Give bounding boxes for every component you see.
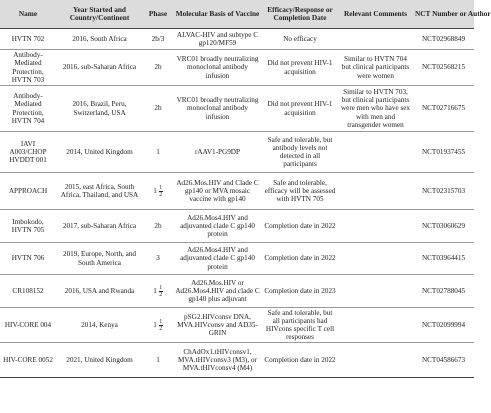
cell-nct: NCT02568215 [421,63,466,72]
cell-basis: Ad26.Mos4.HIV and adjuvanted clade C gp140 protein [180,246,255,271]
header-basis: Molecular Basis of Vaccine [173,0,262,29]
table-row [0,343,474,378]
cell-basis: VRC01 broadly neutralizing monoclonal antibody infusion [176,96,259,121]
cell-phase: 3 [156,254,160,263]
cell-comments [338,275,413,308]
cell-comments [338,308,413,343]
fraction-numerator: 1 [159,318,163,325]
cell-nct: NCT03060629 [421,221,466,230]
cell-year: 2017, sub-Saharan Africa [62,221,137,230]
cell-comments [338,343,413,378]
cell-name: HIV-CORE 004 [4,321,52,330]
cell-basis: rAAV1-PG9DP [195,147,240,156]
phase-fraction [159,185,163,198]
phase-whole: 1 [153,320,157,329]
cell-phase: 1 [156,147,160,156]
cell-name: CR108152 [12,286,44,295]
cell-efficacy: Completion date in 2022 [264,254,336,263]
cell-year: 2016, South Africa [72,34,127,43]
cell-phase [143,173,173,210]
phase-fraction [159,285,163,298]
cell-year: 2014, Kenya [81,321,118,330]
cell-year: 2016, USA and Rwanda [64,286,135,295]
table-row [0,210,474,243]
cell-name: Antibody-Mediated Protection, HVTN 703 [11,51,45,84]
fraction-numerator: 1 [159,284,163,291]
cell-comments [338,210,413,243]
fraction-denominator: 2 [159,325,163,332]
fraction-denominator: 2 [159,291,163,298]
cell-comments: Similar to HVTN 703, but clinical participants were men who have sex with men and transgender women [340,88,411,129]
table-row [0,50,474,86]
fraction-numerator: 1 [159,184,163,191]
cell-year: 2016, Brazil, Peru, Switzerland, USA [72,100,127,117]
cell-efficacy: Did not prevent HIV-1 acquisition [267,100,333,117]
cell-nct: NCT02099994 [421,321,466,330]
header-row [0,0,474,29]
cell-basis: ALVAC-HIV and subtype C gp120/MF59 [176,30,259,47]
phase-whole: 1 [153,286,157,295]
cell-nct: NCT02315703 [421,186,466,195]
table-row [0,243,474,275]
cell-year: 2021, United Kingdom [66,356,133,365]
cell-year: 2015, east Africa, South Africa, Thailand, and USA [60,182,139,199]
cell-name: APPROACH [8,186,48,195]
cell-name: IAVI A003/CHOP HVDDT 001 [9,139,47,165]
cell-nct: NCT02968849 [421,34,466,43]
cell-year: 2019, Europe, North, and South America [62,250,137,267]
cell-comments [338,29,413,50]
cell-name: HVTN 702 [11,34,45,43]
cell-nct: NCT02716675 [421,104,466,113]
cell-efficacy: Safe and tolerable, but all participants had HIVcons specific T cell responses [265,309,335,342]
cell-basis: ChAdOx1.tHIVconsv1, MVA.tHIVconsv3 (M3), or MVA.tHIVconsv4 (M4) [178,348,257,373]
cell-name: Antibody-Mediated Protection, HVTN 704 [11,92,45,125]
phase-fraction [159,319,163,332]
cell-name: HIV-CORE 0052 [3,356,53,365]
cell-nct: NCT02788045 [421,286,466,295]
cell-basis: pSG2.HIVconsv DNA, MVA.HIVconsv and AD35-GRIN [177,313,258,338]
cell-basis: Ad26.Mos.HIV and Clade C gp140 or MVA mosaic vaccine with gp140 [176,178,259,204]
table-row [0,132,474,173]
table-row [0,173,474,210]
cell-comments [338,243,413,275]
table-row [0,275,474,308]
cell-efficacy: No efficacy [283,34,317,43]
cell-comments: Similar to HVTN 704 but clinical participants were women [341,55,410,80]
header-nct: NCT Number or Author [413,0,474,29]
cell-basis: Ad26.Mos4.HIV and adjuvanted clade C gp140 protein [180,213,255,239]
cell-nct: NCT01937455 [421,147,466,156]
cell-phase: 2b [154,104,162,113]
cell-comments [338,173,413,210]
cell-name: Imbokodo, HVTN 705 [11,217,45,234]
cell-efficacy: Completion date in 2022 [264,221,336,230]
cell-efficacy: Completion date in 2022 [264,356,336,365]
cell-efficacy: Completion date in 2023 [264,286,336,295]
cell-phase: 2b [154,221,162,230]
table-row [0,308,474,343]
fraction-denominator: 2 [159,191,163,198]
cell-efficacy: Safe and tolerable, but antibody levels not detected in all participants [267,135,333,169]
cell-phase [143,275,173,308]
table-row [0,86,474,132]
cell-phase: 2b [154,63,162,72]
header-name: Name [0,0,56,29]
cell-basis: VRC01 broadly neutralizing monoclonal antibody infusion [176,55,259,80]
cell-year: 2014, United Kingdom [66,147,133,156]
cell-name: HVTN 706 [11,254,45,263]
header-efficacy: Efficacy/Response or Completion Date [262,0,338,29]
cell-year: 2016, sub-Saharan Africa [62,63,137,72]
header-phase: Phase [143,0,173,29]
cell-phase: 1 [156,356,160,365]
cell-phase [143,308,173,343]
cell-efficacy: Safe and tolerable, efficacy will be assessed with HVTN 705 [264,178,336,204]
cell-nct: NCT04586673 [421,356,466,365]
cell-basis: Ad26.Mos.HIV or Ad26.Mos4.HIV and clade C gp140 plus adjuvant [175,278,260,304]
header-year: Year Started and Country/Continent [56,0,143,29]
phase-whole: 1 [153,186,157,195]
cell-comments [338,132,413,173]
header-comments: Relevant Comments [338,0,413,29]
cell-phase: 2b/3 [151,34,165,43]
table-row [0,29,474,50]
cell-nct: NCT03964415 [421,254,466,263]
cell-efficacy: Did not prevent HIV-1 acquisition [267,59,333,76]
